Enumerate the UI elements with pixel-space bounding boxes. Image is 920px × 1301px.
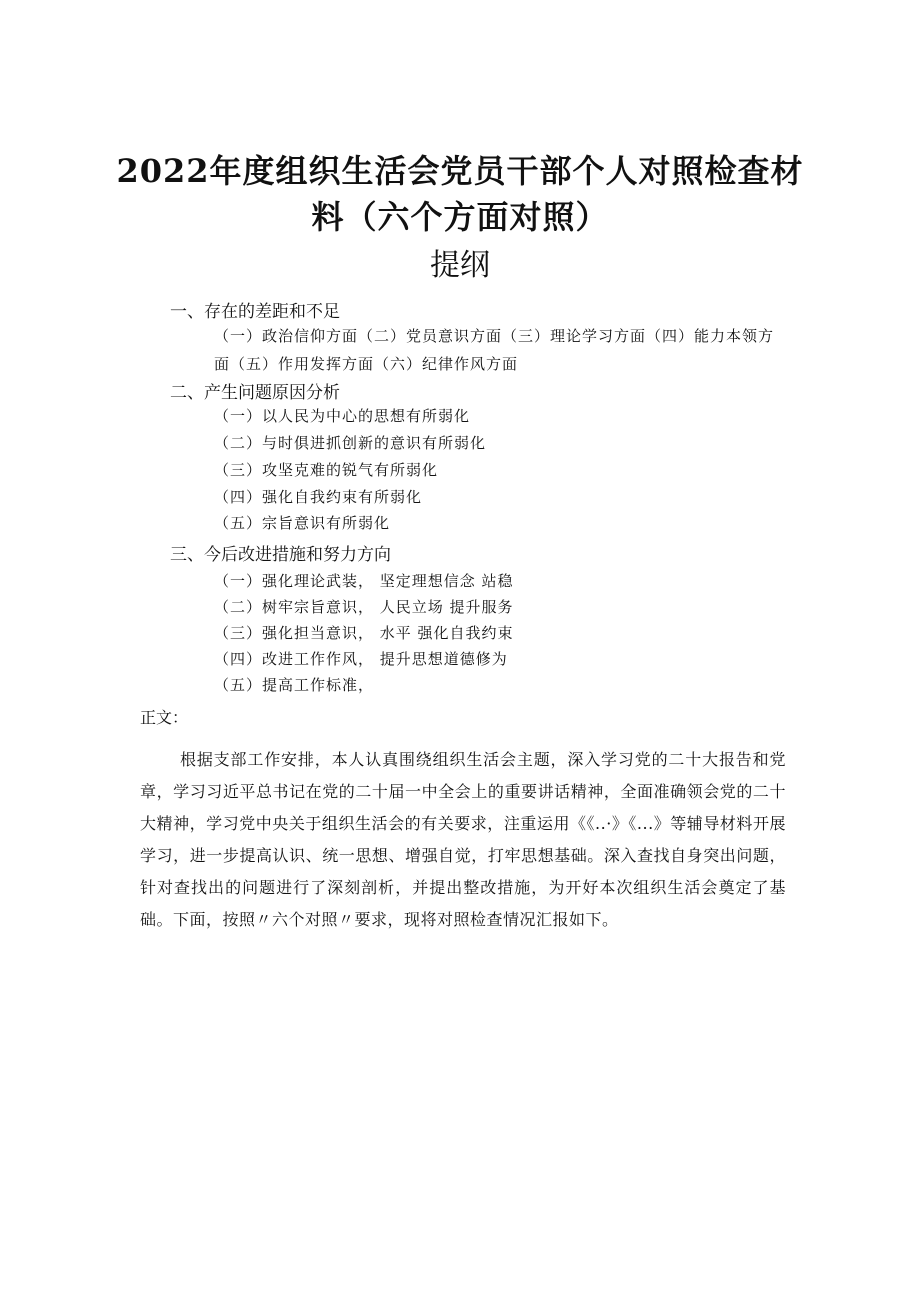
outline-subtitle: 提纲 bbox=[430, 248, 490, 283]
section-2-item-2: （二）与时俱进抓创新的意识有所弱化 bbox=[214, 434, 487, 452]
section-1-item: （一）政治信仰方面（二）党员意识方面（三）理论学习方面（四）能力本领方面（五）作用发挥方面（六）纪律作风方面 bbox=[214, 327, 775, 373]
section-3-item-3: （三）强化担当意识， 水平 强化自我约束 bbox=[214, 624, 514, 642]
section-3-item-2: （二）树牢宗旨意识， 人民立场 提升服务 bbox=[214, 598, 514, 616]
section-3-item-4: （四）改进工作作风， 提升思想道德修为 bbox=[214, 650, 508, 668]
section-3-item-1: （一）强化理论武装， 坚定理想信念 站稳 bbox=[214, 572, 514, 590]
section-heading-2: 二、产生问题原因分析 bbox=[170, 383, 340, 403]
section-2-item-1: （一）以人民为中心的思想有所弱化 bbox=[214, 407, 471, 425]
body-paragraph: 根据支部工作安排，本人认真围绕组织生活会主题，深入学习党的二十大报告和党章，学习习近平总书记在党的二十届一中全会上的重要讲话精神，全面准确领会党的二十大精神，学习党中央关于组织生活会的有关要求，注重运用《《..·》《...》等辅导材料开展学习，进一步提高认识、统一思想、增强自觉，打牢思想基础。深入查找自身突出问题，针对查找出的问题进行了深刻剖析，并提出整改措施，为开好本次组织生活会奠定了基础。下面，按照〃六个对照〃要求，现将对照检查情况汇报如下。 bbox=[140, 750, 786, 929]
section-3-item-5: （五）提高工作标准， bbox=[214, 676, 375, 694]
document-title-line-1: 2022年度组织生活会党员干部个人对照检查材 bbox=[116, 152, 804, 190]
section-heading-1: 一、存在的差距和不足 bbox=[170, 302, 340, 322]
section-heading-3: 三、今后改进措施和努力方向 bbox=[170, 545, 391, 565]
section-2-item-5: （五）宗旨意识有所弱化 bbox=[214, 514, 391, 532]
body-label: 正文： bbox=[140, 708, 189, 727]
section-2-item-3: （三）攻坚克难的锐气有所弱化 bbox=[214, 461, 439, 479]
document-title-line-2: 料（六个方面对照） bbox=[311, 198, 609, 236]
section-2-item-4: （四）强化自我约束有所弱化 bbox=[214, 488, 423, 506]
